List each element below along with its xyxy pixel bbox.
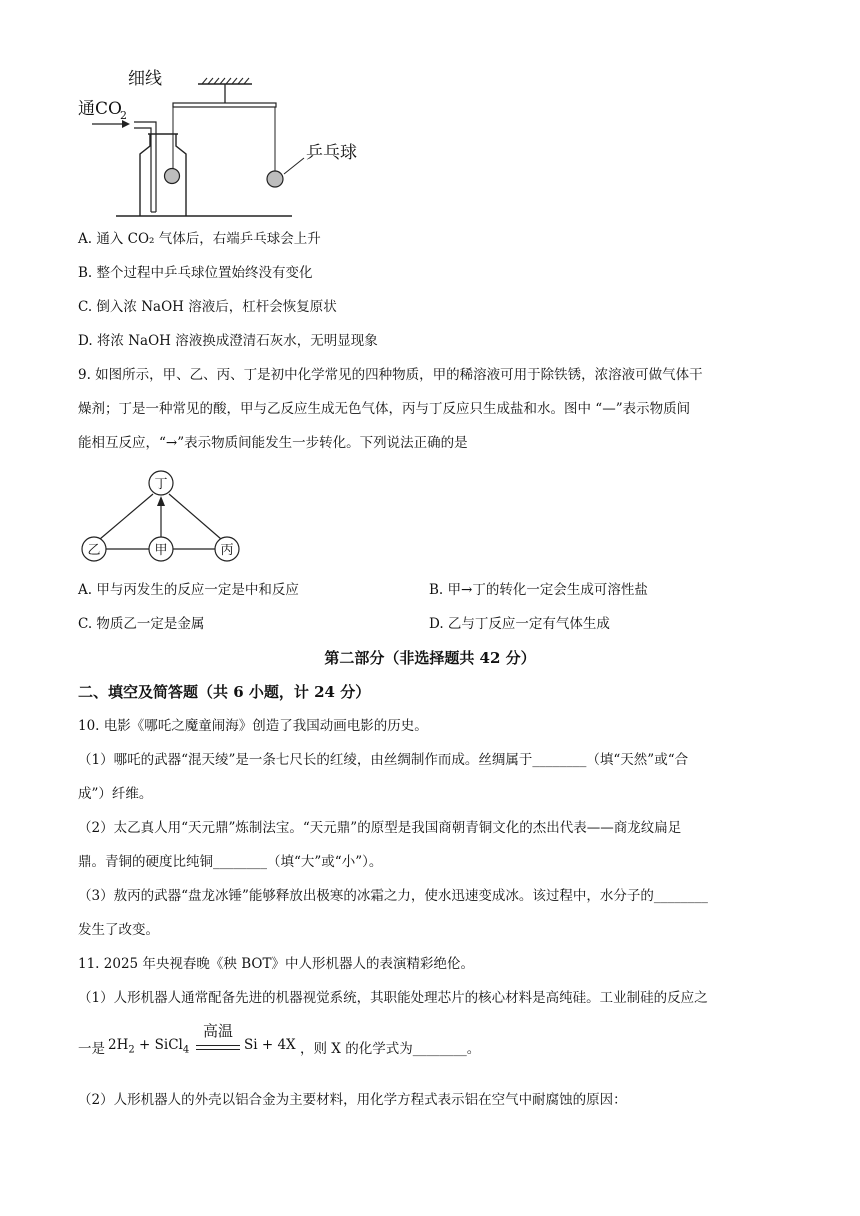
equals-line-top xyxy=(196,1045,240,1046)
sicl4-subscript: 4 xyxy=(182,1044,190,1056)
equals-line-bottom xyxy=(196,1049,240,1050)
node-yi: 乙 xyxy=(87,543,101,558)
q11-sub2: （2）人形机器人的外壳以铝合金为主要材料，用化学方程式表示铝在空气中耐腐蚀的原因： xyxy=(78,1092,627,1108)
node-ding: 丁 xyxy=(154,477,168,492)
h2-subscript: 2 xyxy=(128,1044,135,1056)
q9-option-a: A. 甲与丙发生的反应一定是中和反应 xyxy=(78,582,299,598)
q9-option-c: C. 物质乙一定是金属 xyxy=(78,616,205,632)
ball-label: 乒乓球 xyxy=(306,143,357,163)
q10-sub2-line-2: 鼎。青铜的硬度比纯铜________（填“大”或“小”）。 xyxy=(78,854,383,870)
q8-option-c: C. 倒入浓 NaOH 溶液后，杠杆会恢复原状 xyxy=(78,299,337,315)
q11-prefix: 一是 xyxy=(78,1041,105,1057)
reaction-condition: 高温 xyxy=(202,1022,233,1040)
q11-suffix: ，则 X 的化学式为________。 xyxy=(300,1041,481,1057)
q11-stem: 11. 2025 年央视春晚《秧 BOT》中人形机器人的表演精彩绝伦。 xyxy=(78,956,474,972)
q9-relation-diagram xyxy=(76,464,246,568)
reactant-h2 xyxy=(108,1037,189,1056)
q8-option-a: A. 通入 CO₂ 气体后，右端乒乓球会上升 xyxy=(78,231,321,247)
q8-option-b: B. 整个过程中乒乓球位置始终没有变化 xyxy=(78,265,313,281)
q9-stem-line-1: 9. 如图所示，甲、乙、丙、丁是初中化学常见的四种物质，甲的稀溶液可用于除铁锈，浓溶液可做气体干 xyxy=(78,367,703,383)
co2-label: 通CO xyxy=(78,99,122,119)
h2-symbol: 2H xyxy=(108,1037,129,1053)
q10-sub1-line-1: （1）哪吒的武器“混天绫”是一条七尺长的红绫，由丝绸制作而成。丝绸属于________（填“天然”或“合 xyxy=(78,752,689,768)
q8-option-d: D. 将浓 NaOH 溶液换成澄清石灰水，无明显现象 xyxy=(78,333,378,349)
q10-sub3-line-2: 发生了改变。 xyxy=(78,922,159,938)
q10-sub2-line-1: （2）太乙真人用“天元鼎”炼制法宝。“天元鼎”的原型是我国商朝青铜文化的杰出代表——商龙纹扁足 xyxy=(78,820,682,836)
part2-title: 第二部分（非选择题共 42 分） xyxy=(324,649,536,667)
q11-equation-line xyxy=(78,1022,798,1072)
co2-label-subscript: 2 xyxy=(120,109,127,122)
q9-option-d: D. 乙与丁反应一定有气体生成 xyxy=(429,616,610,632)
q9-stem-line-2: 燥剂；丁是一种常见的酸，甲与乙反应生成无色气体，丙与丁反应只生成盐和水。图中 “—”表示物质间 xyxy=(78,401,691,417)
q9-stem-line-3: 能相互反应，“→”表示物质间能发生一步转化。下列说法正确的是 xyxy=(78,435,468,451)
q10-sub3-line-1: （3）敖丙的武器“盘龙冰锤”能够释放出极寒的冰霜之力，使水迅速变成冰。该过程中，水分子的________ xyxy=(78,888,708,904)
q11-sub1-line-1: （1）人形机器人通常配备先进的机器视觉系统，其职能处理芯片的核心材料是高纯硅。工业制硅的反应之 xyxy=(78,990,708,1006)
q10-sub1-line-2: 成”）纤维。 xyxy=(78,786,153,802)
products: Si + 4X xyxy=(244,1037,296,1053)
node-bing: 丙 xyxy=(220,543,234,558)
q10-stem: 10. 电影《哪吒之魔童闹海》创造了我国动画电影的历史。 xyxy=(78,718,428,734)
thread-label: 细线 xyxy=(128,69,162,89)
q8-apparatus-figure xyxy=(70,62,370,224)
section-title: 二、填空及简答题（共 6 小题，计 24 分） xyxy=(78,683,371,701)
sicl4-symbol: + SiCl xyxy=(134,1037,183,1053)
node-jia: 甲 xyxy=(154,543,168,558)
q9-option-b: B. 甲→丁的转化一定会生成可溶性盐 xyxy=(429,582,648,598)
